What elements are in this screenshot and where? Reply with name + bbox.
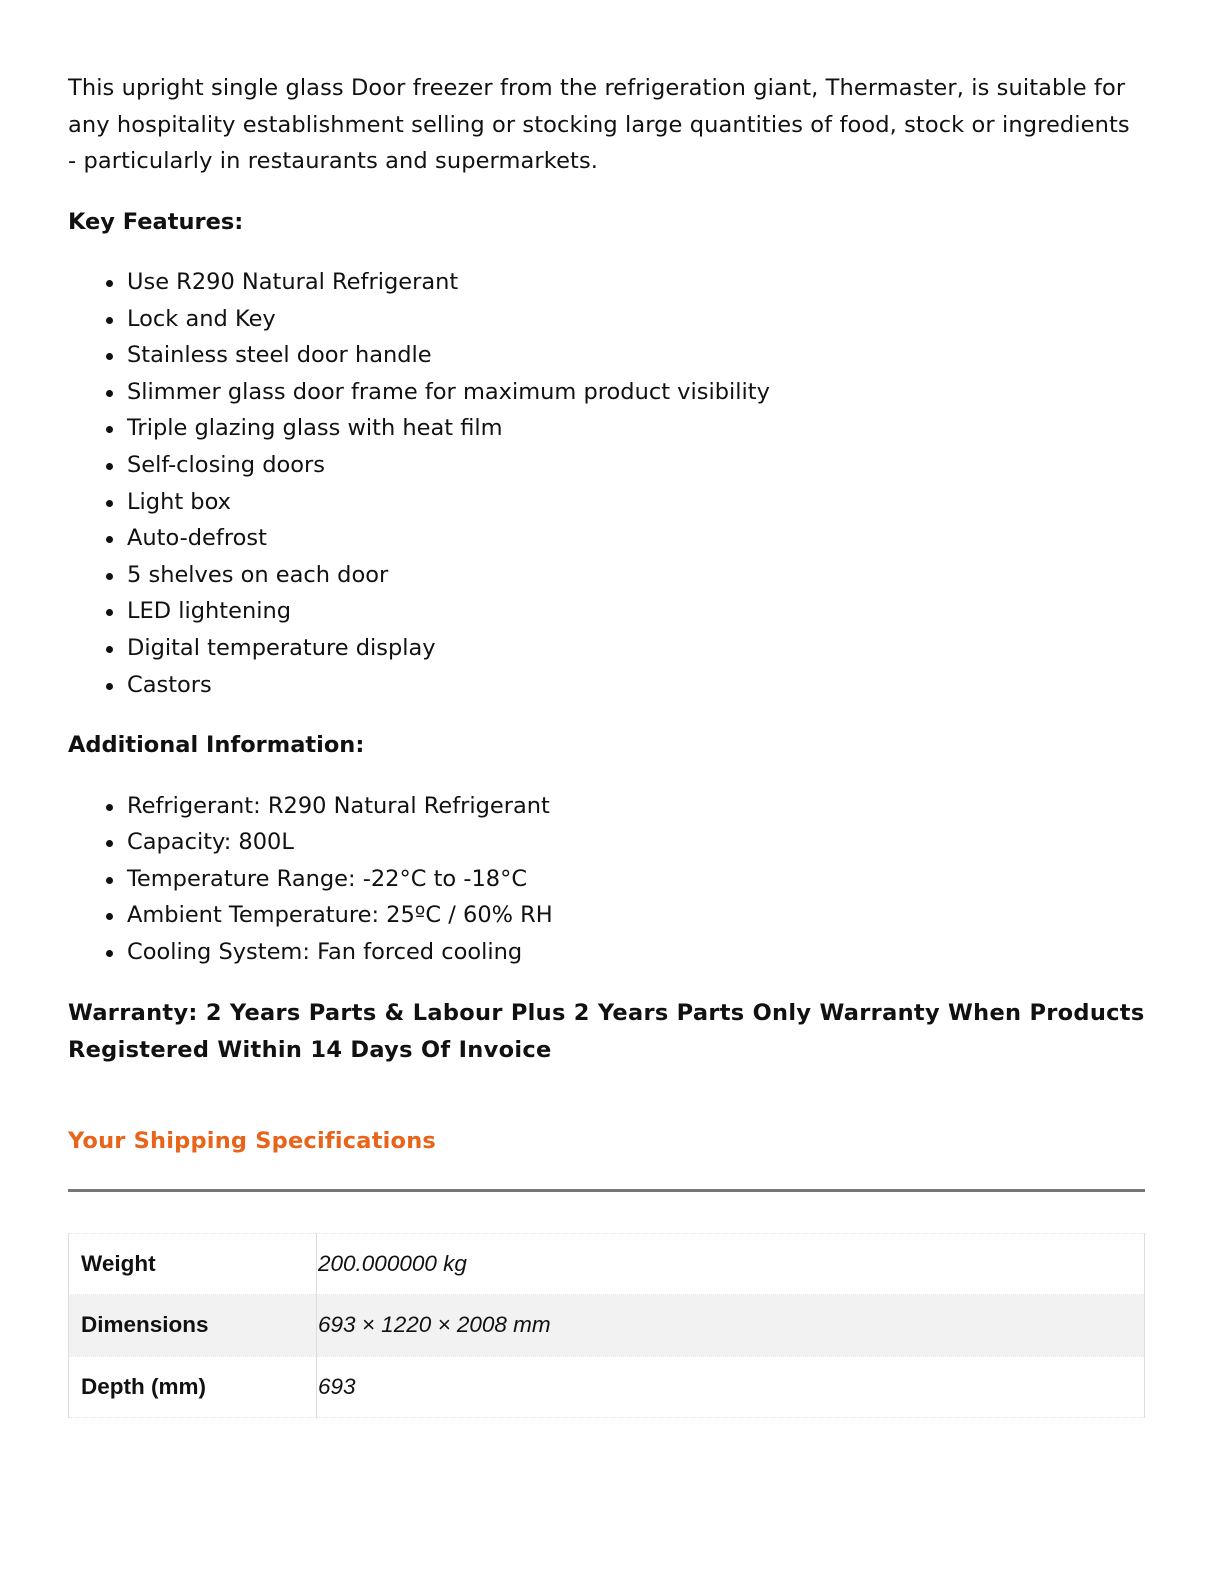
bullet-icon xyxy=(106,463,113,470)
spec-value: 693 × 1220 × 2008 mm xyxy=(318,1312,551,1338)
bullet-icon xyxy=(106,840,113,847)
bullet-icon xyxy=(106,683,113,690)
list-item: Auto-defrost xyxy=(127,520,1145,557)
warranty-text: Warranty: 2 Years Parts & Labour Plus 2 Years Parts Only Warranty When Products Registered Within 14 Days Of Invoice xyxy=(68,999,1145,1063)
table-row xyxy=(69,1295,1145,1357)
bullet-icon xyxy=(106,950,113,957)
bullet-icon xyxy=(106,804,113,811)
intro-paragraph: This upright single glass Door freezer from the refrigeration giant, Thermaster, is suitable for any hospitality establishment selling or stocking large quantities of food, stock or ingredients - particularly in restaurants and supermarkets. xyxy=(68,75,1130,174)
additional-info-list xyxy=(68,788,1145,971)
bullet-icon xyxy=(106,280,113,287)
product-description xyxy=(68,70,1145,1418)
bullet-icon xyxy=(106,573,113,580)
spec-label: Dimensions xyxy=(69,1295,317,1357)
bullet-icon xyxy=(106,877,113,884)
list-item: Use R290 Natural Refrigerant xyxy=(127,264,1145,301)
list-item: Temperature Range: -22°C to -18°C xyxy=(127,861,1145,898)
bullet-icon xyxy=(106,390,113,397)
list-item: Light box xyxy=(127,484,1145,521)
list-item: Capacity: 800L xyxy=(127,824,1145,861)
section-divider xyxy=(68,1189,1145,1192)
bullet-icon xyxy=(106,500,113,507)
list-item: Lock and Key xyxy=(127,301,1145,338)
bullet-icon xyxy=(106,646,113,653)
list-item: Slimmer glass door frame for maximum product visibility xyxy=(127,374,1145,411)
bullet-icon xyxy=(106,536,113,543)
list-item: Self-closing doors xyxy=(127,447,1145,484)
list-item: Cooling System: Fan forced cooling xyxy=(127,934,1145,971)
bullet-icon xyxy=(106,353,113,360)
list-item: Triple glazing glass with heat film xyxy=(127,410,1145,447)
table-row xyxy=(69,1356,1145,1418)
additional-info-heading: Additional Information: xyxy=(68,732,365,759)
spec-value: 200.000000 kg xyxy=(318,1250,467,1276)
shipping-specs-table xyxy=(68,1233,1145,1419)
key-features-heading: Key Features: xyxy=(68,208,244,235)
list-item: Refrigerant: R290 Natural Refrigerant xyxy=(127,788,1145,825)
spec-label: Weight xyxy=(69,1233,317,1295)
list-item: Digital temperature display xyxy=(127,630,1145,667)
shipping-specs-title: Your Shipping Specifications xyxy=(68,1127,437,1154)
bullet-icon xyxy=(106,317,113,324)
list-item: Stainless steel door handle xyxy=(127,337,1145,374)
spec-label: Depth (mm) xyxy=(69,1356,317,1418)
key-features-list xyxy=(68,264,1145,703)
list-item: Ambient Temperature: 25ºC / 60% RH xyxy=(127,897,1145,934)
bullet-icon xyxy=(106,913,113,920)
list-item: Castors xyxy=(127,667,1145,704)
table-row xyxy=(69,1233,1145,1295)
list-item: 5 shelves on each door xyxy=(127,557,1145,594)
spec-value: 693 xyxy=(318,1373,356,1399)
bullet-icon xyxy=(106,609,113,616)
bullet-icon xyxy=(106,426,113,433)
list-item: LED lightening xyxy=(127,593,1145,630)
